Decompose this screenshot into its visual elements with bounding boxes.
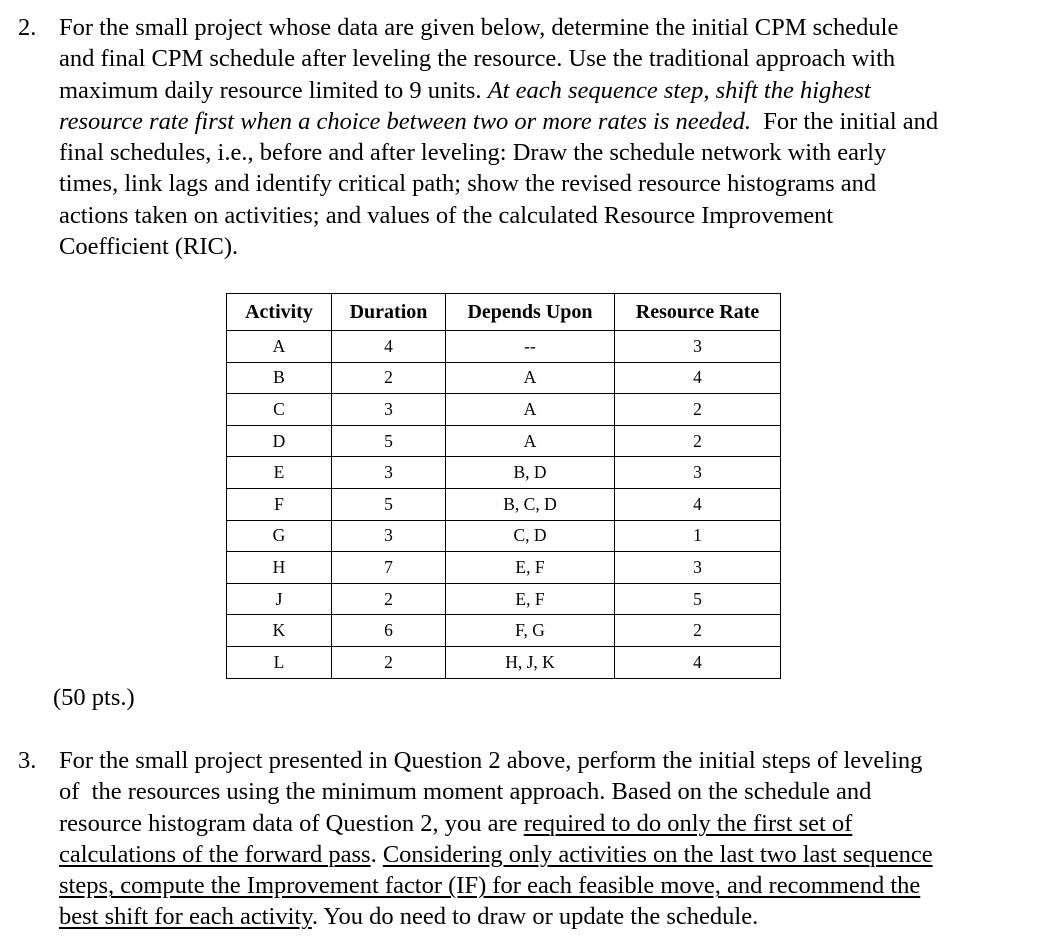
cell-duration: 5: [332, 425, 446, 457]
cell-duration: 3: [332, 394, 446, 426]
q2-line-4-italic: resource rate first when a choice between two or more rates is needed.: [59, 107, 751, 135]
cell-duration: 2: [332, 646, 446, 678]
cell-depends: A: [446, 362, 615, 394]
cell-rate: 2: [615, 615, 781, 647]
cell-activity: F: [227, 488, 332, 520]
q3-line-6-underlined: best shift for each activity: [59, 903, 312, 931]
cell-depends: B, D: [446, 457, 615, 489]
cell-depends: H, J, K: [446, 646, 615, 678]
cell-depends: B, C, D: [446, 488, 615, 520]
q3-line-5-underlined: steps, compute the Improvement factor (IF) for each feasible move, and recommend the: [59, 872, 921, 900]
q3-line-2: of the resources using the minimum moment approach. Based on the schedule and: [59, 778, 872, 806]
q3-line-3: [59, 808, 1049, 839]
question-2-points: (50 pts.): [53, 684, 135, 711]
cell-rate: 2: [615, 394, 781, 426]
cell-rate: 3: [615, 331, 781, 363]
q3-line-6-normal: . You do need to draw or update the schedule.: [311, 903, 759, 931]
question-2-text: [59, 12, 1049, 262]
table-row: [227, 488, 781, 520]
question-2-number: 2.: [18, 14, 37, 41]
table-row: [227, 520, 781, 552]
cell-rate: 3: [615, 457, 781, 489]
cell-activity: G: [227, 520, 332, 552]
cell-depends: F, G: [446, 615, 615, 647]
q3-line-3-underlined: required to do only the first set of: [523, 809, 853, 837]
table-header-row: [227, 294, 781, 331]
question-3-text: [59, 745, 1049, 933]
cell-rate: 2: [615, 425, 781, 457]
table-row: [227, 425, 781, 457]
cell-rate: 5: [615, 583, 781, 615]
q2-line-5: final schedules, i.e., before and after leveling: Draw the schedule network with early: [59, 139, 887, 167]
cell-activity: K: [227, 615, 332, 647]
cell-rate: 4: [615, 362, 781, 394]
question-3-number: 3.: [18, 747, 37, 774]
q3-line-4: [59, 839, 1049, 870]
cell-activity: D: [227, 425, 332, 457]
table-row: [227, 394, 781, 426]
cell-rate: 4: [615, 488, 781, 520]
cell-depends: A: [446, 425, 615, 457]
cell-duration: 5: [332, 488, 446, 520]
header-activity: Activity: [227, 294, 332, 331]
cell-duration: 2: [332, 362, 446, 394]
cell-activity: H: [227, 552, 332, 584]
cell-duration: 6: [332, 615, 446, 647]
cell-rate: 3: [615, 552, 781, 584]
q3-line-6: [59, 901, 1049, 932]
q3-line-1: For the small project presented in Question 2 above, perform the initial steps of leveling: [59, 747, 923, 774]
q2-line-8: Coefficient (RIC).: [59, 233, 239, 261]
q2-line-1: For the small project whose data are given below, determine the initial CPM schedule: [59, 14, 899, 41]
q2-line-3-normal: maximum daily resource limited to 9 units.: [59, 76, 488, 104]
q2-line-4: [59, 106, 1049, 137]
q2-line-6: times, link lags and identify critical path; show the revised resource histograms and: [59, 170, 877, 198]
cell-activity: J: [227, 583, 332, 615]
cell-activity: C: [227, 394, 332, 426]
cell-duration: 2: [332, 583, 446, 615]
cell-duration: 4: [332, 331, 446, 363]
q3-line-4-underlined-2: Considering only activities on the last two last sequence: [382, 840, 933, 868]
cell-duration: 3: [332, 457, 446, 489]
q3-line-5: [59, 870, 1049, 901]
cell-activity: A: [227, 331, 332, 363]
q2-line-2: and final CPM schedule after leveling the resource. Use the traditional approach with: [59, 45, 896, 73]
q3-line-4-normal: .: [370, 840, 383, 868]
cell-rate: 1: [615, 520, 781, 552]
header-depends-upon: Depends Upon: [446, 294, 615, 331]
cell-activity: L: [227, 646, 332, 678]
q2-line-4-normal: For the initial and: [751, 107, 939, 135]
cell-depends: A: [446, 394, 615, 426]
cell-activity: E: [227, 457, 332, 489]
cell-activity: B: [227, 362, 332, 394]
cell-depends: E, F: [446, 583, 615, 615]
q3-line-4-underlined: calculations of the forward pass: [59, 840, 371, 868]
cell-rate: 4: [615, 646, 781, 678]
table-row: [227, 552, 781, 584]
table-row: [227, 646, 781, 678]
cell-duration: 3: [332, 520, 446, 552]
cell-duration: 7: [332, 552, 446, 584]
header-duration: Duration: [332, 294, 446, 331]
cell-depends: E, F: [446, 552, 615, 584]
q3-line-3-normal: resource histogram data of Question 2, you are: [59, 809, 524, 837]
table-row: [227, 583, 781, 615]
table-row: [227, 331, 781, 363]
q2-line-3-italic: At each sequence step, shift the highest: [487, 76, 871, 104]
q2-line-7: actions taken on activities; and values of the calculated Resource Improvement: [59, 201, 834, 229]
activity-table: [226, 293, 781, 679]
header-resource-rate: Resource Rate: [615, 294, 781, 331]
table-row: [227, 615, 781, 647]
cell-depends: --: [446, 331, 615, 363]
table-row: [227, 457, 781, 489]
table-row: [227, 362, 781, 394]
q2-line-3: [59, 75, 1049, 106]
cell-depends: C, D: [446, 520, 615, 552]
